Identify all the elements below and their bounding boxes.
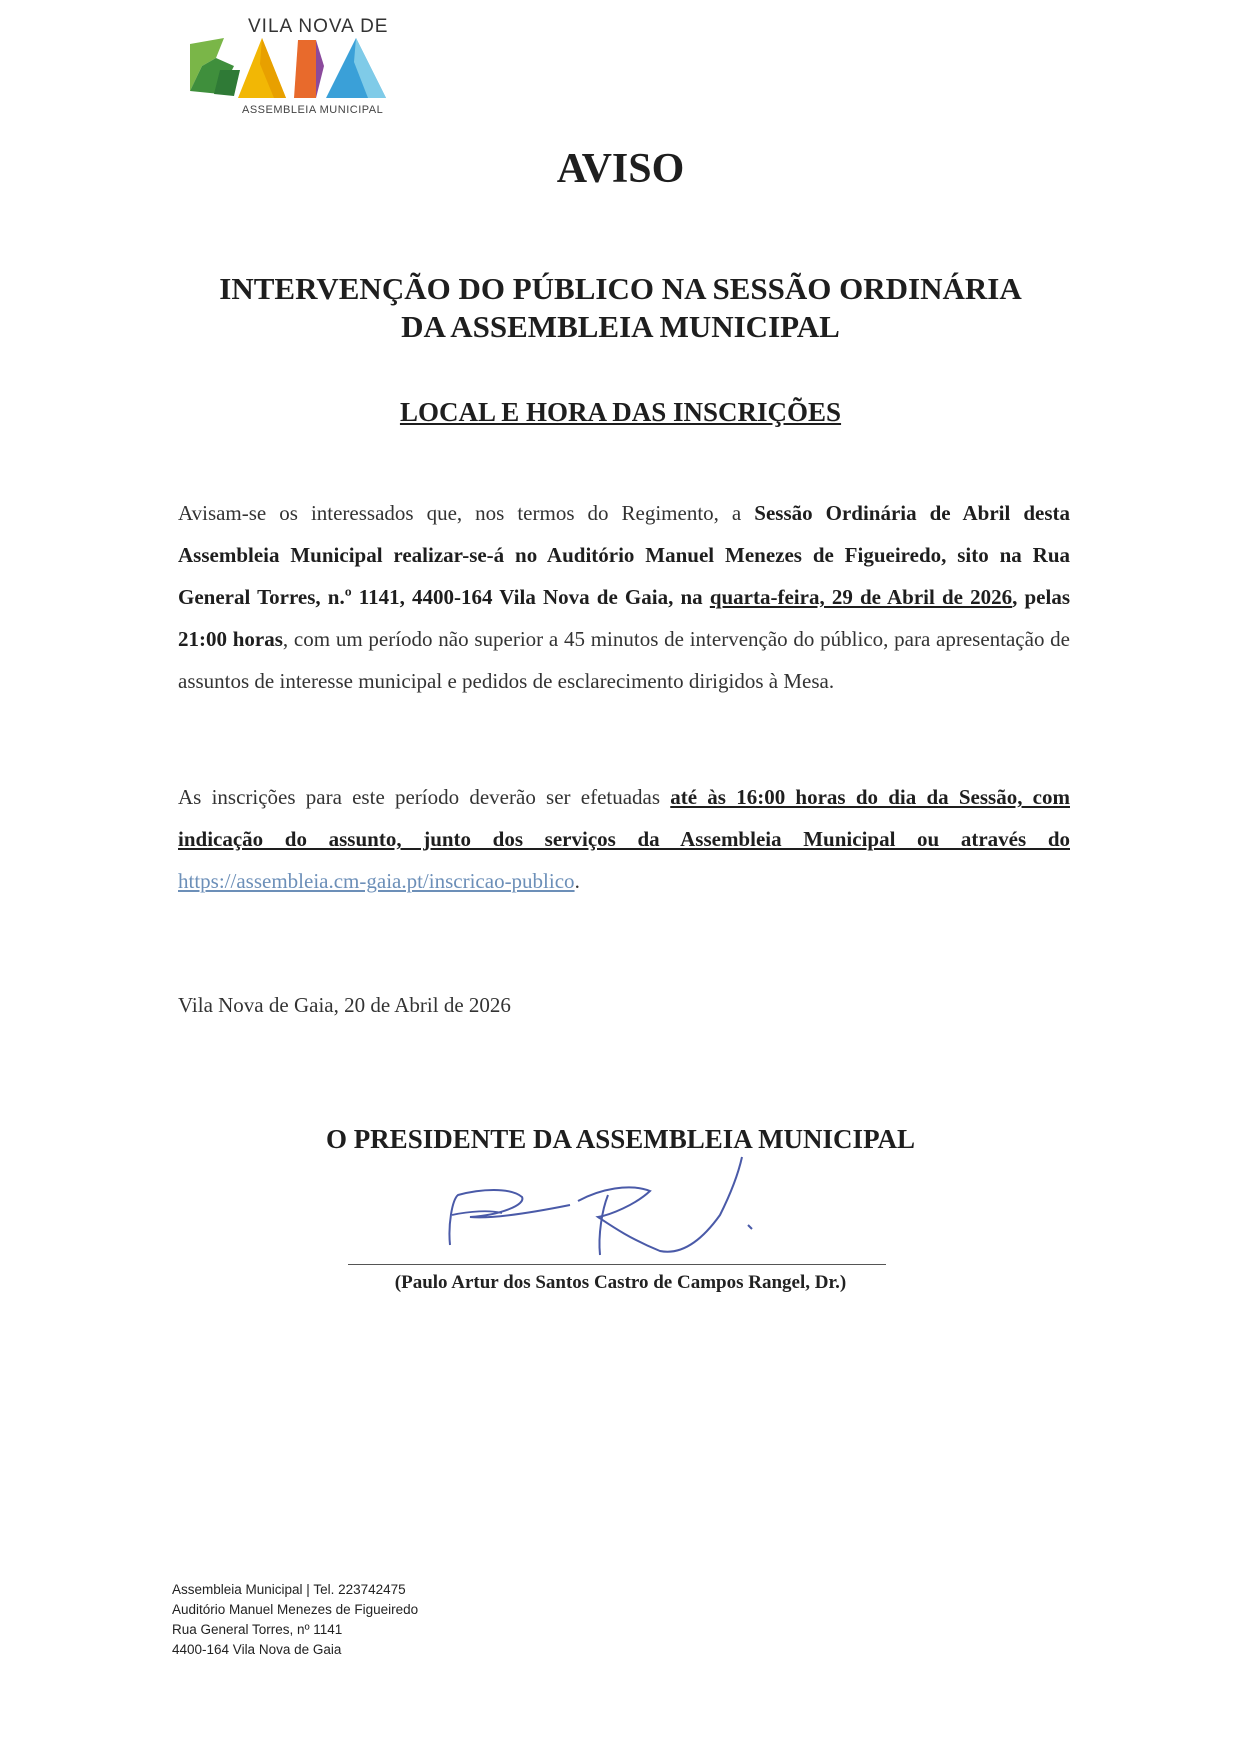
footer-line-1: Assembleia Municipal | Tel. 223742475 <box>172 1582 406 1597</box>
registration-link[interactable]: https://assembleia.cm-gaia.pt/inscricao-publico <box>178 869 575 893</box>
section-heading: LOCAL E HORA DAS INSCRIÇÕES <box>399 397 842 427</box>
signature-line <box>348 1264 886 1265</box>
p2-text-3: . <box>574 869 580 893</box>
logo-top-text: VILA NOVA DE <box>248 16 389 37</box>
p1-text-2: , com um período não superior a 45 minutos de intervenção do público, para apresentação de assuntos de interesse municipal e pedidos de esclarecimento dirigidos à Mesa. <box>178 627 1071 693</box>
p1-session-time: , pelas 21:00 horas <box>178 585 1071 651</box>
signatory-title: O PRESIDENTE DA ASSEMBLEIA MUNICIPAL <box>325 1124 916 1154</box>
p2-deadline: até às 16:00 horas do dia da Sessão, com indicação do assunto, junto dos serviços da Assembleia Municipal ou através do <box>178 785 1070 851</box>
footer-line-3: Rua General Torres, nº 1141 <box>172 1622 343 1637</box>
p2-text-1: As inscrições para este período deverão ser efetuadas <box>178 785 671 809</box>
p1-text-1: Avisam-se os interessados que, nos termos do Regimento, a <box>178 501 755 525</box>
p1-bold-1: Sessão Ordinária de Abril desta Assembleia Municipal realizar-se-á no Auditório Manuel Menezes de Figueiredo, sito na Rua General Torres, n.º 1141, 4400-164 Vila Nova de Gaia, na <box>178 501 1070 609</box>
gaia-logo <box>190 14 450 124</box>
subtitle-line-1: INTERVENÇÃO DO PÚBLICO NA SESSÃO ORDINÁRIA <box>219 271 1022 306</box>
footer-line-4: 4400-164 Vila Nova de Gaia <box>172 1642 342 1657</box>
gaia-logo-graphic <box>190 36 430 106</box>
notice-subtitle <box>0 270 1241 346</box>
paragraph-session-info <box>178 492 1070 702</box>
p1-session-date: quarta-feira, 29 de Abril de 2026 <box>709 585 1013 609</box>
logo-bottom-text: ASSEMBLEIA MUNICIPAL <box>242 104 384 116</box>
document-date: Vila Nova de Gaia, 20 de Abril de 2026 <box>178 993 511 1017</box>
page-title: AVISO <box>556 146 685 192</box>
signatory-name: (Paulo Artur dos Santos Castro de Campos Rangel, Dr.) <box>394 1272 847 1293</box>
subtitle-line-2: DA ASSEMBLEIA MUNICIPAL <box>401 309 840 344</box>
footer-address <box>172 1580 418 1660</box>
paragraph-registration-info <box>178 776 1070 902</box>
footer-line-2: Auditório Manuel Menezes de Figueiredo <box>172 1602 419 1617</box>
handwritten-signature <box>430 1155 820 1265</box>
